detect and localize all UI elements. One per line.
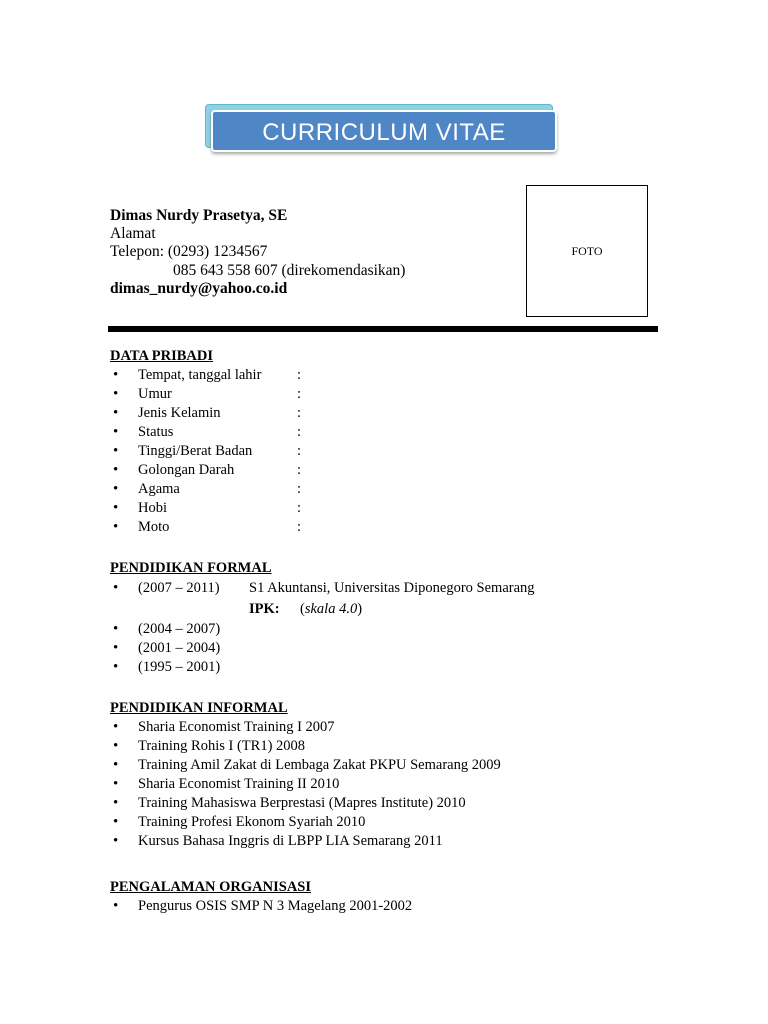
list-item: • Training Amil Zakat di Lembaga Zakat PKPU Semarang 2009 [110,756,501,775]
header-divider [108,326,658,332]
list-item: • Agama : [110,480,301,499]
section-heading: PENGALAMAN ORGANISASI [110,879,312,895]
mobile-line: 085 643 558 607 (direkomendasikan) [173,261,406,279]
list-item: • Jenis Kelamin : [110,404,301,423]
list-item: • Training Profesi Ekonom Syariah 2010 [110,813,501,832]
list-item: • (2007 – 2011) S1 Akuntansi, Universitas Diponegoro Semarang [110,578,535,599]
section-pendidikan-formal [110,559,535,677]
list-item: • Tempat, tanggal lahir : [110,366,301,385]
section-pendidikan-informal [110,699,501,851]
section-data-pribadi [110,347,301,537]
section-heading: PENDIDIKAN INFORMAL [110,700,288,716]
list-item: • Umur : [110,385,301,404]
photo-label: FOTO [571,243,603,258]
list-item: • Sharia Economist Training II 2010 [110,775,501,794]
section-heading: PENDIDIKAN FORMAL [110,560,272,576]
section-pengalaman-organisasi [110,878,412,916]
applicant-name: Dimas Nurdy Prasetya, SE [110,207,288,224]
list-item: • (2004 – 2007) [110,620,535,639]
photo-placeholder [526,185,648,317]
list-item: • Training Rohis I (TR1) 2008 [110,737,501,756]
email-line: dimas_nurdy@yahoo.co.id [110,279,288,297]
title-banner [205,104,561,156]
page-title: CURRICULUM VITAE [211,110,557,152]
section-heading: DATA PRIBADI [110,348,213,364]
list-item: • (1995 – 2001) [110,658,535,677]
ipk-line: IPK: (skala 4.0) [249,601,363,617]
list-item: • Hobi : [110,499,301,518]
list-item: • Tinggi/Berat Badan : [110,442,301,461]
list-item: • Moto : [110,518,301,537]
address-line: Alamat [110,225,156,243]
contact-header [110,207,405,298]
list-item: • Pengurus OSIS SMP N 3 Magelang 2001-2002 [110,897,412,916]
list-item: • Kursus Bahasa Inggris di LBPP LIA Semarang 2011 [110,832,501,851]
list-item: • (2001 – 2004) [110,639,535,658]
list-item: • Golongan Darah : [110,461,301,480]
list-item: • Sharia Economist Training I 2007 [110,718,501,737]
list-item: • Status : [110,423,301,442]
phone-line: Telepon: (0293) 1234567 [110,243,268,261]
list-item: • Training Mahasiswa Berprestasi (Mapres Institute) 2010 [110,794,501,813]
